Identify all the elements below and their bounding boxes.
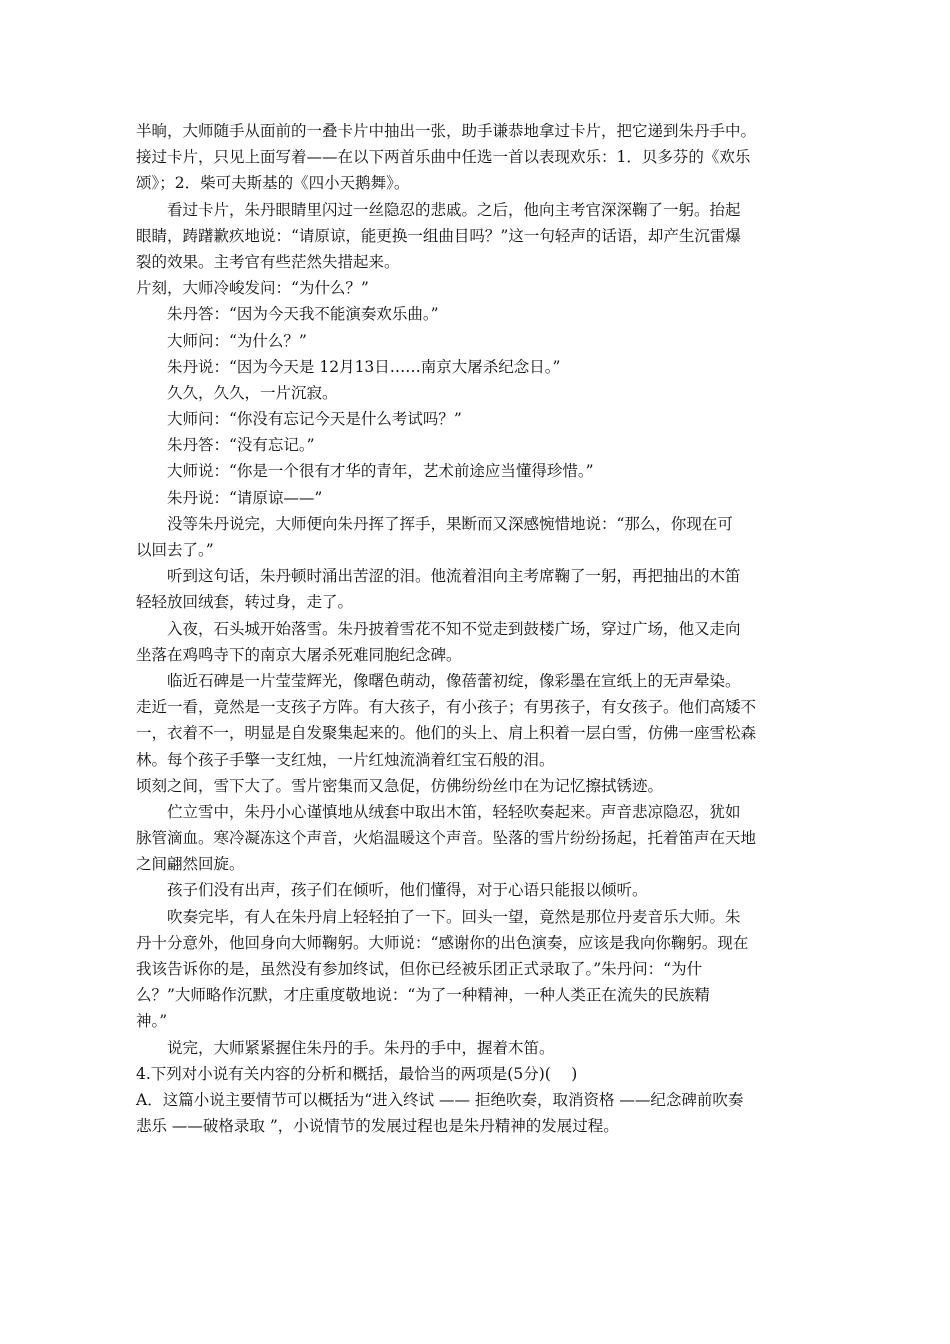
paragraph-line-indented: 朱丹答：“没有忘记。” <box>167 436 315 455</box>
paragraph-line: 4.下列对小说有关内容的分析和概括，最恰当的两项是(5分)( ) <box>136 1064 578 1083</box>
paragraph-line: 一，衣着不一，明显是自发聚集起来的。他们的头上、肩上积着一层白雪，仿佛一座雪松森 <box>136 724 757 743</box>
paragraph-line: 神。” <box>136 1012 168 1031</box>
paragraph-line-indented: 大师问：“为什么？” <box>167 331 307 350</box>
paragraph-line-indented: 没等朱丹说完，大师便向朱丹挥了挥手，果断而又深感惋惜地说：“那么，你现在可 <box>167 514 733 533</box>
paragraph-line: 轻轻放回绒套，转过身，走了。 <box>136 593 354 612</box>
paragraph-line-indented: 说完，大师紧紧握住朱丹的手。朱丹的手中，握着木笛。 <box>167 1038 555 1057</box>
paragraph-line: 林。每个孩子手擎一支红烛，一片红烛流淌着红宝石般的泪。 <box>136 750 555 769</box>
paragraph-line: 坐落在鸡鸣寺下的南京大屠杀死难同胞纪念碑。 <box>136 645 462 664</box>
paragraph-line: 以回去了。” <box>136 541 214 559</box>
paragraph-line: 么？”大师略作沉默，才庄重度敬地说：“为了一种精神，一种人类正在流失的民族精 <box>136 986 710 1005</box>
paragraph-line: 之间翩然回旋。 <box>136 855 245 874</box>
paragraph-line-indented: 朱丹说：“因为今天是 12月13日……南京大屠杀纪念日。” <box>167 357 561 376</box>
paragraph-line: 片刻，大师冷峻发问：“为什么？” <box>136 279 369 298</box>
paragraph-line: A．这篇小说主要情节可以概括为“进入终试 —— 拒绝吹奏，取消资格 ——纪念碑前吹奏 <box>136 1090 744 1109</box>
paragraph-line: 脉管滴血。寒冷凝冻这个声音，火焰温暖这个声音。坠落的雪片纷纷扬起，托着笛声在天地 <box>136 829 757 848</box>
paragraph-line-indented: 大师说：“你是一个很有才华的青年，艺术前途应当懂得珍惜。” <box>167 462 594 481</box>
paragraph-line-indented: 吹奏完毕，有人在朱丹肩上轻轻拍了一下。回头一望，竟然是那位丹麦音乐大师。朱 <box>167 907 741 926</box>
paragraph-line: 丹十分意外，他回身向大师鞠躬。大师说：“感谢你的出色演奏，应该是我向你鞠躬。现在 <box>136 933 749 952</box>
paragraph-line: 裂的效果。主考官有些茫然失措起来。 <box>136 252 400 271</box>
paragraph-line-indented: 听到这句话，朱丹顿时涌出苦涩的泪。他流着泪向主考席鞠了一躬，再把抽出的木笛 <box>167 567 741 586</box>
paragraph-line-indented: 久久，久久，一片沉寂。 <box>167 383 338 402</box>
paragraph-line: 眼睛，踌躇歉疚地说：“请原谅，能更换一组曲目吗？”这一句轻声的话语，却产生沉雷爆 <box>136 226 741 245</box>
paragraph-line: 悲乐 ——破格录取 ”，小说情节的发展过程也是朱丹精神的发展过程。 <box>136 1117 619 1136</box>
paragraph-line: 接过卡片，只见上面写着——在以下两首乐曲中任选一首以表现欢乐：1．贝多芬的《欢乐 <box>136 148 751 167</box>
paragraph-line-indented: 入夜，石头城开始落雪。朱丹披着雪花不知不觉走到鼓楼广场，穿过广场，他又走向 <box>167 619 741 638</box>
paragraph-line: 半晌，大师随手从面前的一叠卡片中抽出一张，助手谦恭地拿过卡片，把它递到朱丹手中。 <box>136 122 757 140</box>
paragraph-line-indented: 伫立雪中，朱丹小心谨慎地从绒套中取出木笛，轻轻吹奏起来。声音悲凉隐忍，犹如 <box>167 802 741 821</box>
paragraph-line-indented: 看过卡片，朱丹眼睛里闪过一丝隐忍的悲戚。之后，他向主考官深深鞠了一躬。抬起 <box>167 200 741 219</box>
paragraph-line-indented: 孩子们没有出声，孩子们在倾听，他们懂得，对于心语只能报以倾听。 <box>167 881 648 900</box>
paragraph-line: 颂》；2．柴可夫斯基的《四小天鹅舞》。 <box>136 174 410 193</box>
paragraph-line-indented: 临近石碑是一片莹莹辉光，像曙色萌动，像蓓蕾初绽，像彩墨在宣纸上的无声晕染。 <box>167 671 741 690</box>
paragraph-line-indented: 大师问：“你没有忘记今天是什么考试吗？” <box>167 410 462 429</box>
paragraph-line-indented: 朱丹答：“因为今天我不能演奏欢乐曲。” <box>167 305 439 324</box>
paragraph-line: 顷刻之间，雪下大了。雪片密集而又急促，仿佛纷纷丝巾在为记忆擦拭锈迹。 <box>136 776 664 795</box>
document-page <box>136 118 816 1139</box>
paragraph-line-indented: 朱丹说：“请原谅——” <box>167 488 323 507</box>
paragraph-line: 走近一看，竟然是一支孩子方阵。有大孩子，有小孩子；有男孩子，有女孩子。他们高矮不 <box>136 698 757 717</box>
paragraph-line: 我该告诉你的是，虽然没有参加终试，但你已经被乐团正式录取了。”朱丹问：“为什 <box>136 960 703 978</box>
